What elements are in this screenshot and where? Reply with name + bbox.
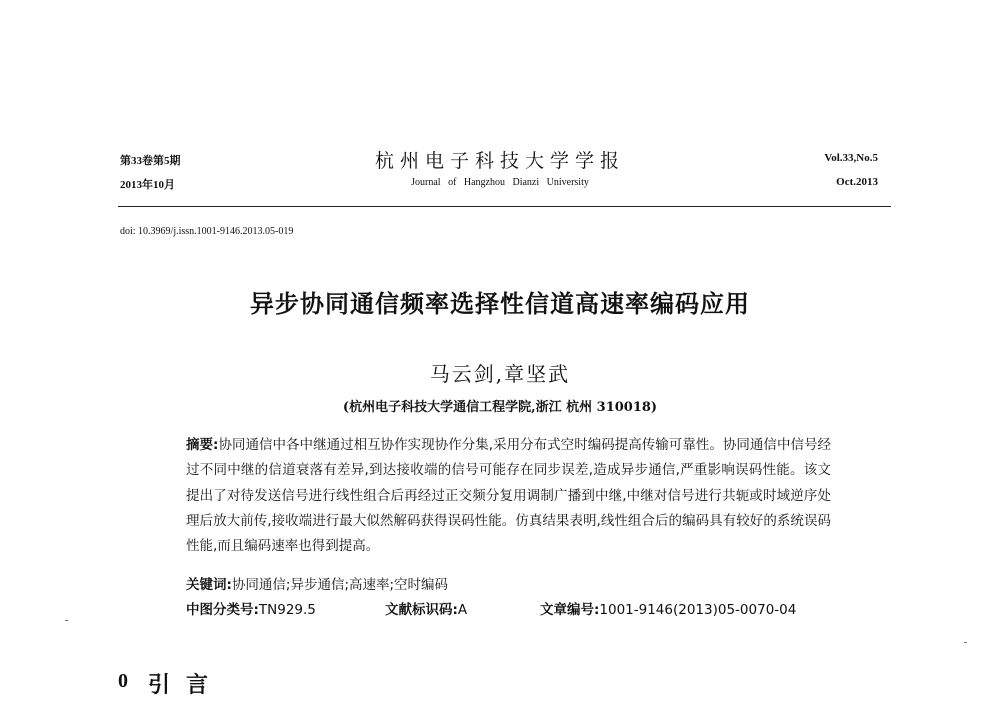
keywords bbox=[186, 573, 448, 593]
author-affiliation: (杭州电子科技大学通信工程学院,浙江 杭州 310018) bbox=[342, 400, 658, 415]
document-code bbox=[385, 598, 467, 618]
doc-code-value: A bbox=[457, 602, 468, 618]
scan-speck bbox=[65, 620, 68, 621]
scan-speck bbox=[964, 642, 967, 643]
journal-title-cn: 杭州电子科技大学学报 bbox=[374, 150, 625, 172]
issue-date: 2013年10月 bbox=[120, 179, 175, 191]
doi-line: doi: 10.3969/j.issn.1001-9146.2013.05-019 bbox=[120, 226, 294, 237]
paper-title: 异步协同通信频率选择性信道高速率编码应用 bbox=[250, 290, 750, 318]
keywords-label: 关键词: bbox=[186, 577, 232, 593]
paper-authors: 马云剑,章坚武 bbox=[429, 362, 571, 386]
doc-code-label: 文献标识码: bbox=[385, 602, 458, 618]
section-title: 引言 bbox=[148, 673, 225, 698]
article-number-label: 文章编号: bbox=[540, 602, 600, 618]
volume-number: Vol.33,No.5 bbox=[824, 152, 878, 164]
issue-number: 第33卷第5期 bbox=[120, 155, 181, 167]
article-number bbox=[540, 598, 796, 618]
section-number: 0 bbox=[118, 670, 128, 692]
abstract bbox=[186, 433, 831, 559]
keywords-text: 协同通信;异步通信;高速率;空时编码 bbox=[231, 577, 449, 593]
abstract-text: 协同通信中各中继通过相互协作实现协作分集,采用分布式空时编码提高传输可靠性。协同通信中信号经过不同中继的信道衰落有差异,到达接收端的信号可能存在同步误差,造成异步通信,严重影响误码性能。该文提出了对待发送信号进行线性组合后再经过正交频分复用调制广播到中继,中继对信号进行共轭或时域逆序处理后放大前传,接收端进行最大似然解码获得误码性能。仿真结果表明,线性组合后的编码具有较好的系统误码性能,而且编码速率也得到提高。 bbox=[186, 437, 831, 555]
header-rule bbox=[118, 206, 891, 207]
clc-label: 中图分类号: bbox=[186, 602, 259, 618]
abstract-label: 摘要: bbox=[186, 437, 219, 453]
journal-title-en: Journal of Hangzhou Dianzi University bbox=[411, 177, 589, 188]
clc-value: TN929.5 bbox=[258, 602, 316, 618]
article-number-value: 1001-9146(2013)05-0070-04 bbox=[599, 602, 797, 618]
issue-month: Oct.2013 bbox=[836, 176, 878, 188]
clc-number bbox=[186, 598, 316, 618]
